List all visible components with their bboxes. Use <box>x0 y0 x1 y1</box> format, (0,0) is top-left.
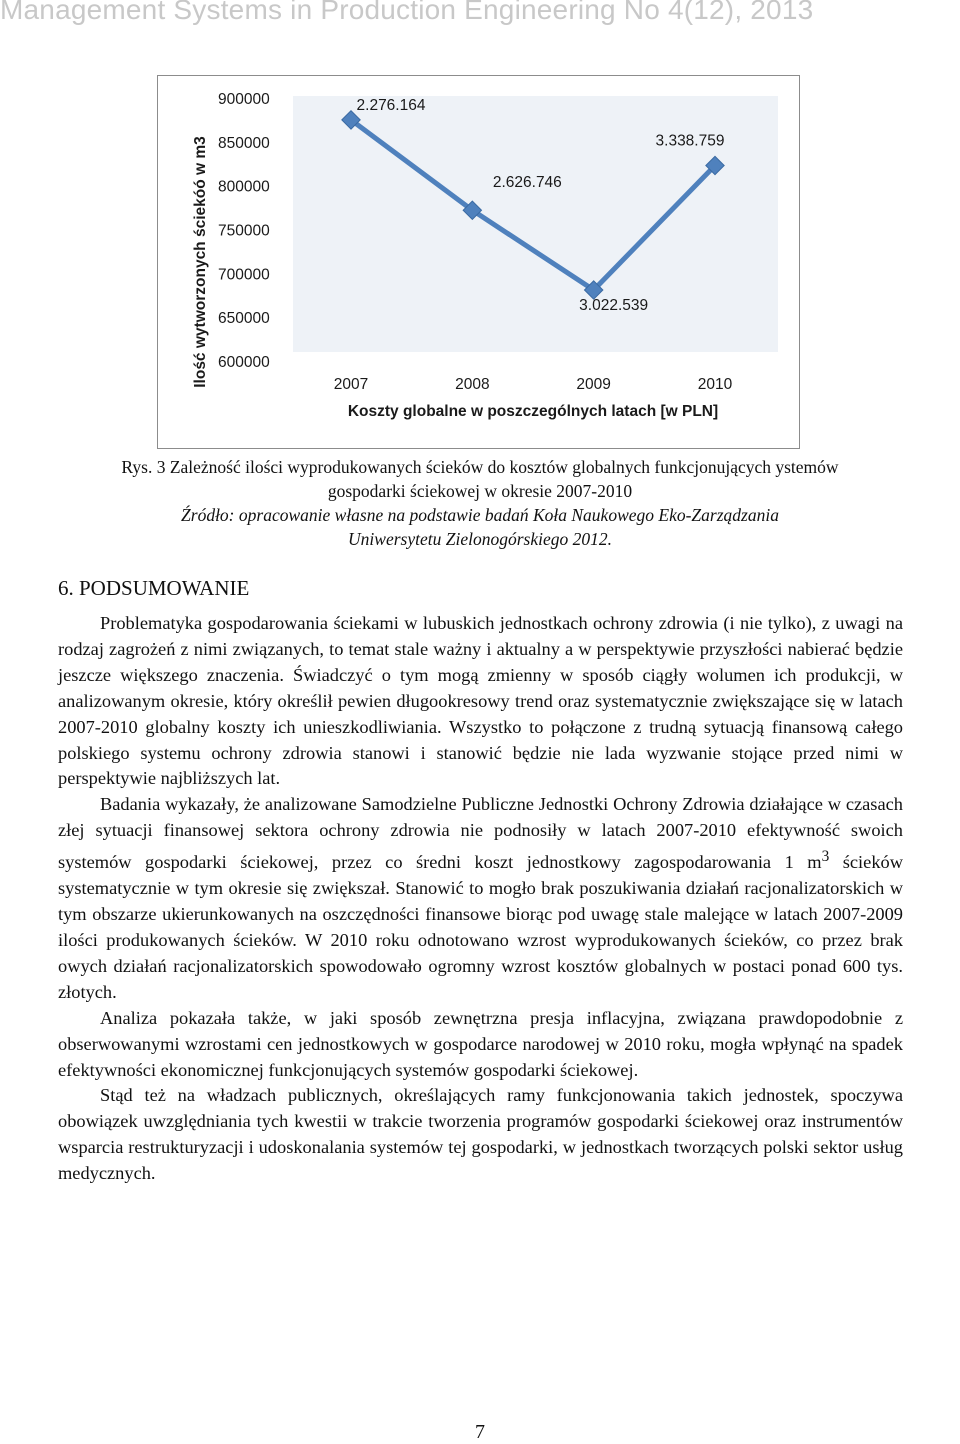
y-tick-label: 600000 <box>218 354 270 371</box>
data-label: 3.022.539 <box>579 296 649 314</box>
caption-source-2: Uniwersytetu Zielonogórskiego 2012. <box>348 529 612 549</box>
paragraph-2 <box>58 792 903 1005</box>
y-tick-label: 900000 <box>218 91 270 108</box>
data-label: 2.626.746 <box>492 174 562 192</box>
line-chart <box>157 75 800 449</box>
x-axis-title: Koszty globalne w poszczególnych latach [w PLN] <box>347 403 719 420</box>
y-tick-label: 750000 <box>218 222 270 240</box>
x-tick-label: 2007 <box>333 376 369 393</box>
superscript-3: 3 <box>821 848 830 866</box>
caption-source-1: Źródło: opracowanie własne na podstawie badań Koła Naukowego Eko-Zarządzania <box>181 505 779 525</box>
paragraph-2-part-1: Badania wykazały, że analizowane Samodzielne Publiczne Jednostki Ochrony Zdrowia działające w czasach złej sytuacji finansowej sektora ochrony zdrowia nie podnosiły w latach 2007-2010 efektywność swoich systemów gospodarki ściekowej, przez co średni koszt jednostkowy zagospodarowania 1 m <box>58 794 903 873</box>
section-title: 6. PODSUMOWANIE <box>58 576 250 600</box>
data-label: 2.276.164 <box>356 96 426 114</box>
paragraph-2-part-2: ścieków systematycznie w tym okresie się zwiększał. Stanowić to mogło brak poszukiwania działań racjonalizatorskich w tym obszarze ukierunkowanych na oszczędności finansowe biorąc pod uwagę stale malejące w latach 2007-2009 ilości produkowanych ścieków. W 2010 roku odnotowano wzrost wyprodukowanych ścieków, co przez brak owych działań racjonalizatorskich spowodowało ogromny wzrost kosztów globalnych w postaci ponad 600 tys. złotych. <box>58 852 903 1002</box>
y-tick-label: 850000 <box>218 134 270 152</box>
data-label: 3.338.759 <box>655 132 725 150</box>
paragraph-3: Analiza pokazała także, w jaki sposób zewnętrzna presja inflacyjna, związana prawdopodobnie z obserwowanymi wzrostami cen jednostkowych w gospodarce narodowej w 2010 roku, mogła wpłynąć na spadek efektywności ekonomicznej funkcjonujących systemów gospodarki ściekowej. <box>58 1007 903 1080</box>
y-tick-label: 700000 <box>218 266 270 284</box>
figure-caption <box>40 455 920 551</box>
x-tick-label: 2010 <box>697 376 733 393</box>
paragraph-4: Stąd też na władzach publicznych, określających ramy funkcjonowania takich jednostek, spoczywa obowiązek uwzględniania tych kwestii w trakcie tworzenia programów gospodarki ściekowej oraz instrumentów wsparcia restrukturyzacji i udoskonalania systemów tej gospodarki, w jednostkach tworzących polski sektor usług medycznych. <box>58 1085 903 1184</box>
y-axis-title: Ilość wytworzonych ściekóó w m3 <box>192 136 209 388</box>
page-number: 7 <box>475 1421 485 1443</box>
x-tick-label: 2008 <box>455 376 490 393</box>
y-tick-label: 650000 <box>218 310 270 328</box>
chart-canvas <box>158 76 799 448</box>
section-body <box>58 611 903 1187</box>
paragraph-1: Problematyka gospodarowania ściekami w lubuskich jednostkach ochrony zdrowia (i nie tylko), z uwagi na rodzaj zagrożeń z nimi związanych, to temat stale ważny i aktualny a w perspektywie przyszłości nabierać będzie jeszcze większego znaczenia. Świadczyć o tym mogą zmienny w sposób ciągły wolumen ich produkcji, w analizowanym okresie, który określił pewien długookresowy trend oraz systematycznie zwiększające się w latach 2007-2010 globalny koszty ich unieszkodliwiania. Wszystko to połączone z trudną sytuacją finansową całego polskiego systemu ochrony zdrowia stanowi i stanowić będzie nie lada wyzwanie stojące przed nimi w perspektywie najbliższych lat. <box>58 613 903 789</box>
x-tick-label: 2009 <box>576 376 611 393</box>
y-tick-label: 800000 <box>218 178 270 196</box>
caption-line-2: gospodarki ściekowej w okresie 2007-2010 <box>327 481 633 501</box>
caption-line-1: Rys. 3 Zależność ilości wyprodukowanych ścieków do kosztów globalnych funkcjonujących ystemów <box>121 457 839 477</box>
journal-header: Management Systems in Production Engineering No 4(12), 2013 <box>0 0 814 25</box>
